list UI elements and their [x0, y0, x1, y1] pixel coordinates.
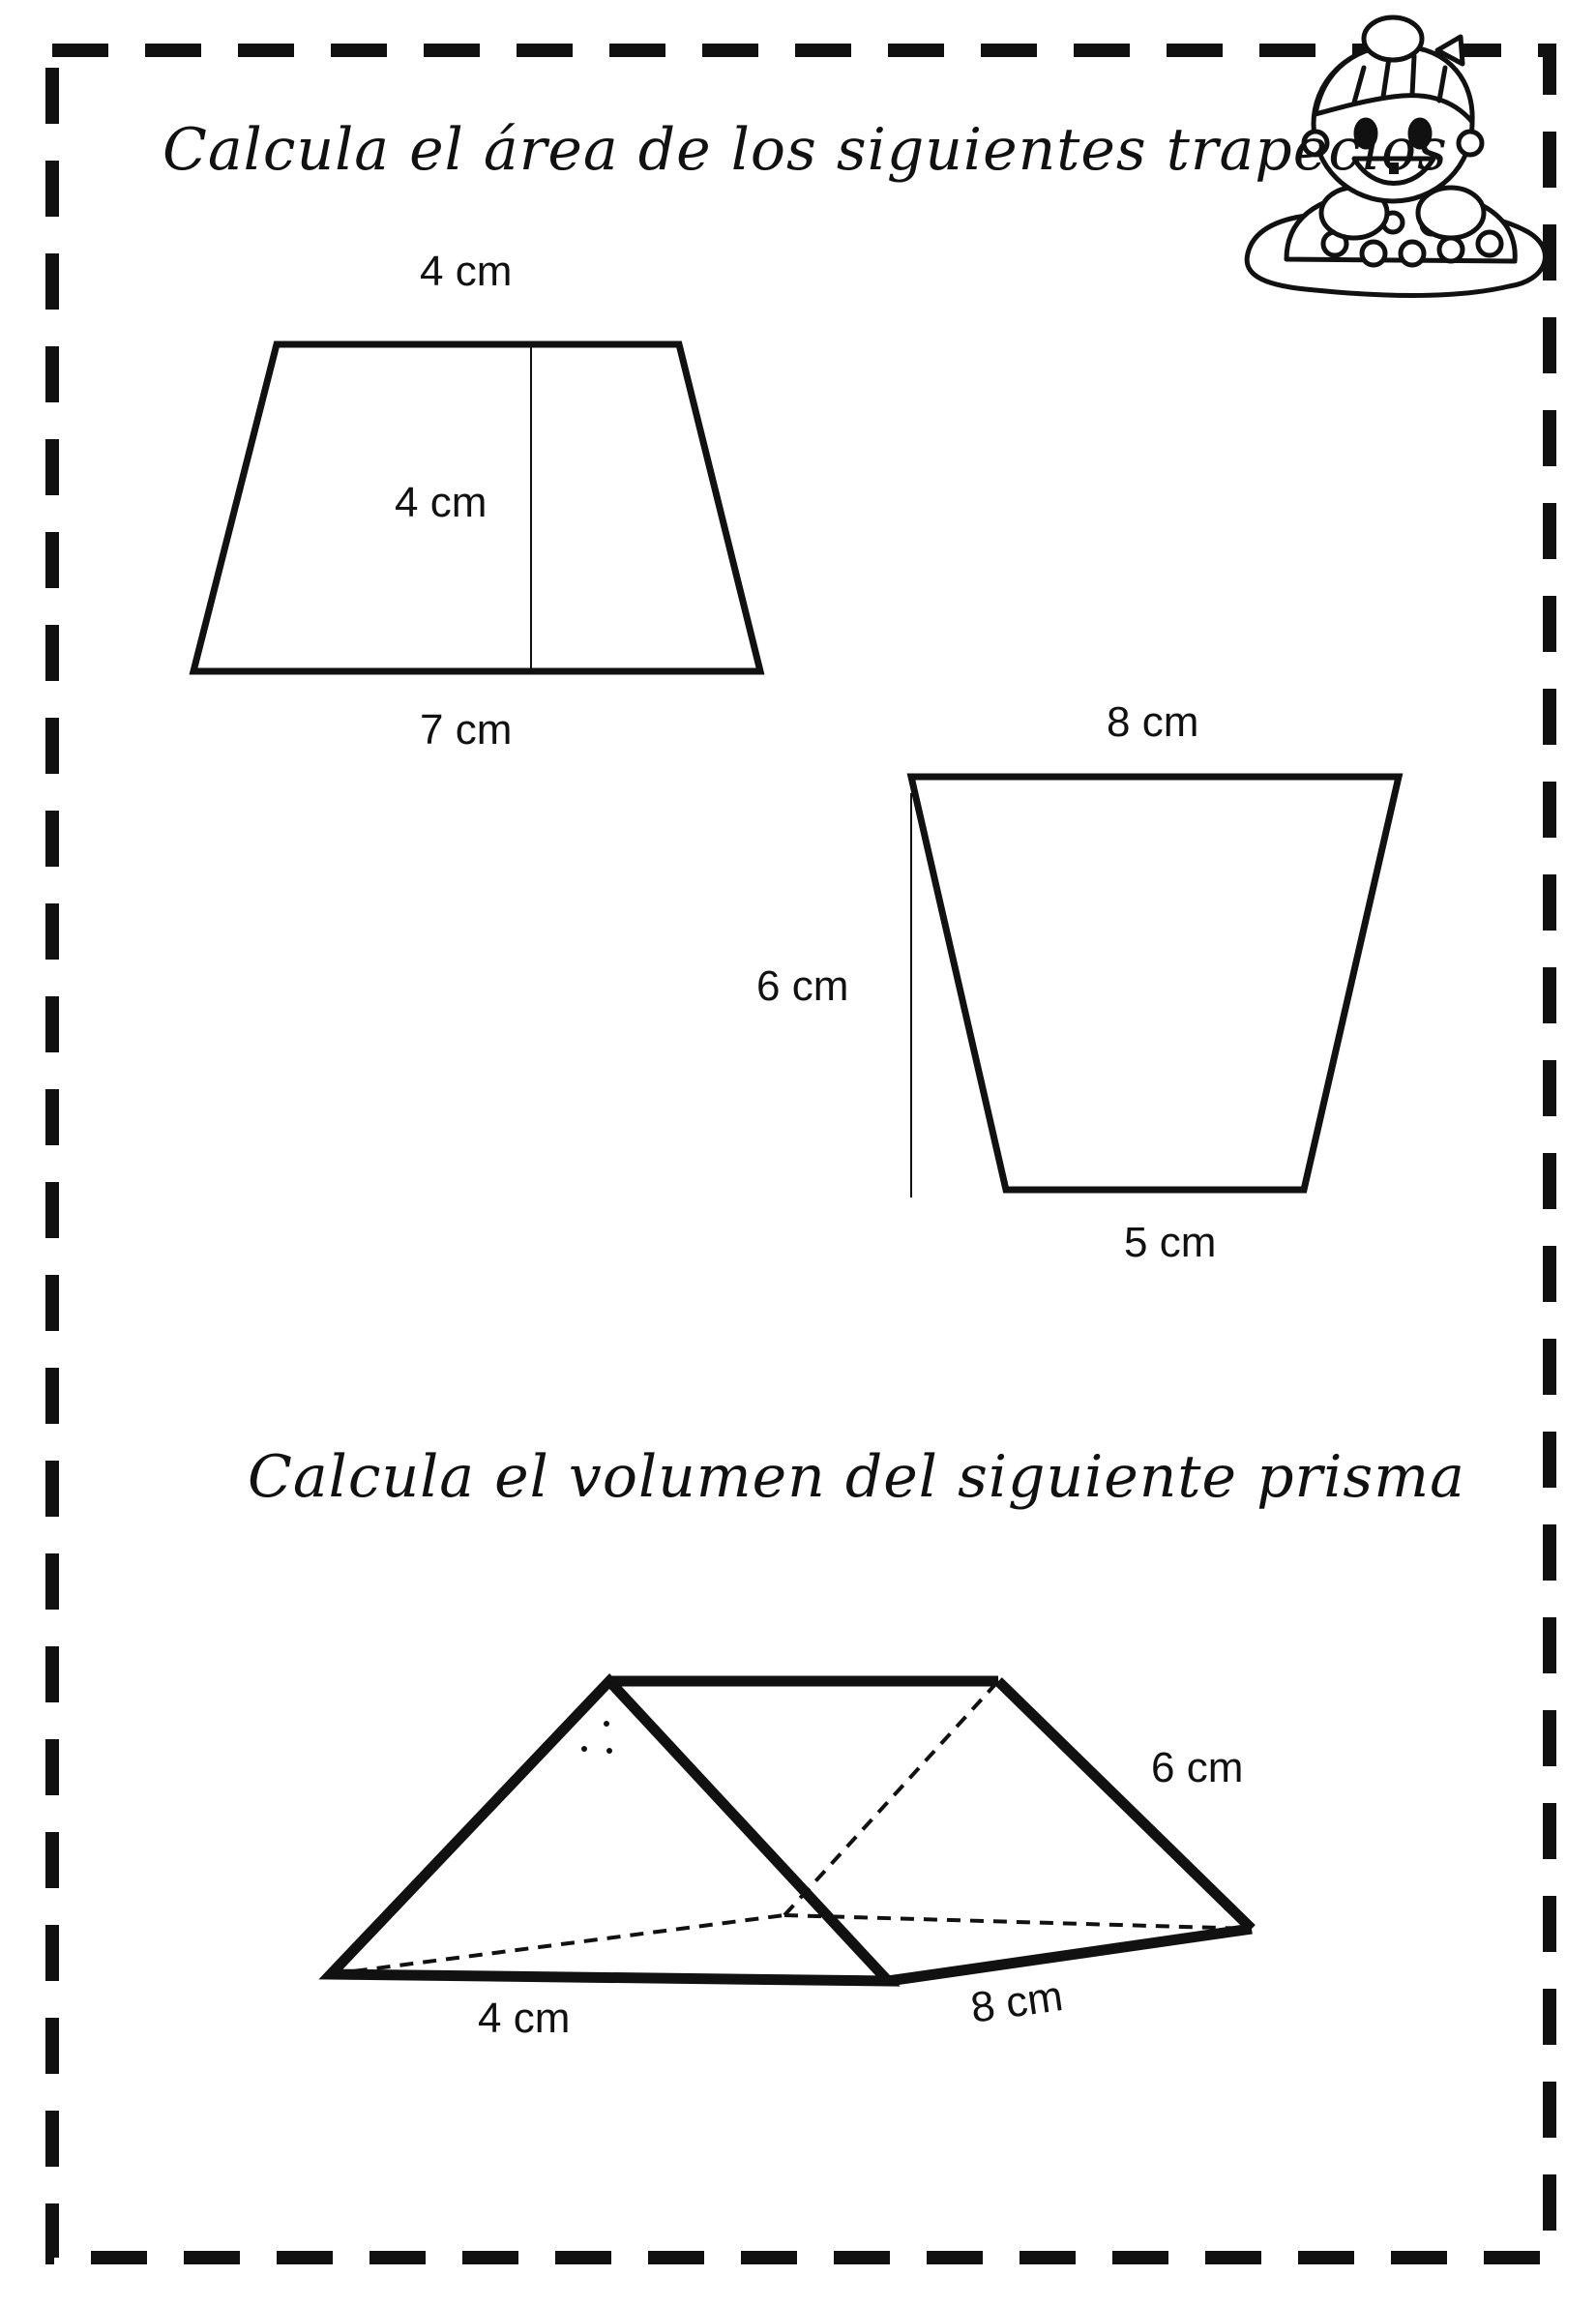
prism-angle-dot	[604, 1721, 609, 1727]
prism-hidden-base-edge	[331, 1915, 784, 1974]
prism-bottom-edge	[888, 1929, 1252, 1981]
trapezoid-2-top-label: 8 cm	[1107, 698, 1199, 746]
trapezoid-2-bottom-label: 5 cm	[1124, 1219, 1217, 1266]
prism-angle-dot	[606, 1748, 612, 1754]
prism-angle-dot	[581, 1746, 587, 1752]
trapezoid-1-height-label: 4 cm	[395, 479, 488, 526]
prism-length-label: 8 cm	[967, 1971, 1066, 2032]
trapezoid-2-shape	[911, 777, 1399, 1190]
prism-back-slant-edge	[998, 1681, 1252, 1929]
prism-height-label: 6 cm	[1151, 1744, 1244, 1791]
section-2-title: Calcula el volumen del siguiente prisma	[248, 1443, 1465, 1511]
triangular-prism	[331, 1681, 1252, 1981]
prism-base-label: 4 cm	[478, 1995, 571, 2042]
trapezoid-1-top-label: 4 cm	[420, 248, 513, 295]
section-1-title: Calcula el área de los siguientes trapecios	[163, 116, 1448, 184]
dashed-border	[52, 50, 1550, 2258]
hair-bun-icon	[1364, 17, 1422, 60]
trapezoid-2-height-label: 6 cm	[756, 962, 849, 1010]
prism-hidden-rear-edge	[784, 1681, 998, 1915]
trapezoid-1-bottom-label: 7 cm	[420, 706, 513, 754]
prism-front-face	[331, 1681, 888, 1981]
prism-hidden-back-edge	[784, 1915, 1252, 1929]
